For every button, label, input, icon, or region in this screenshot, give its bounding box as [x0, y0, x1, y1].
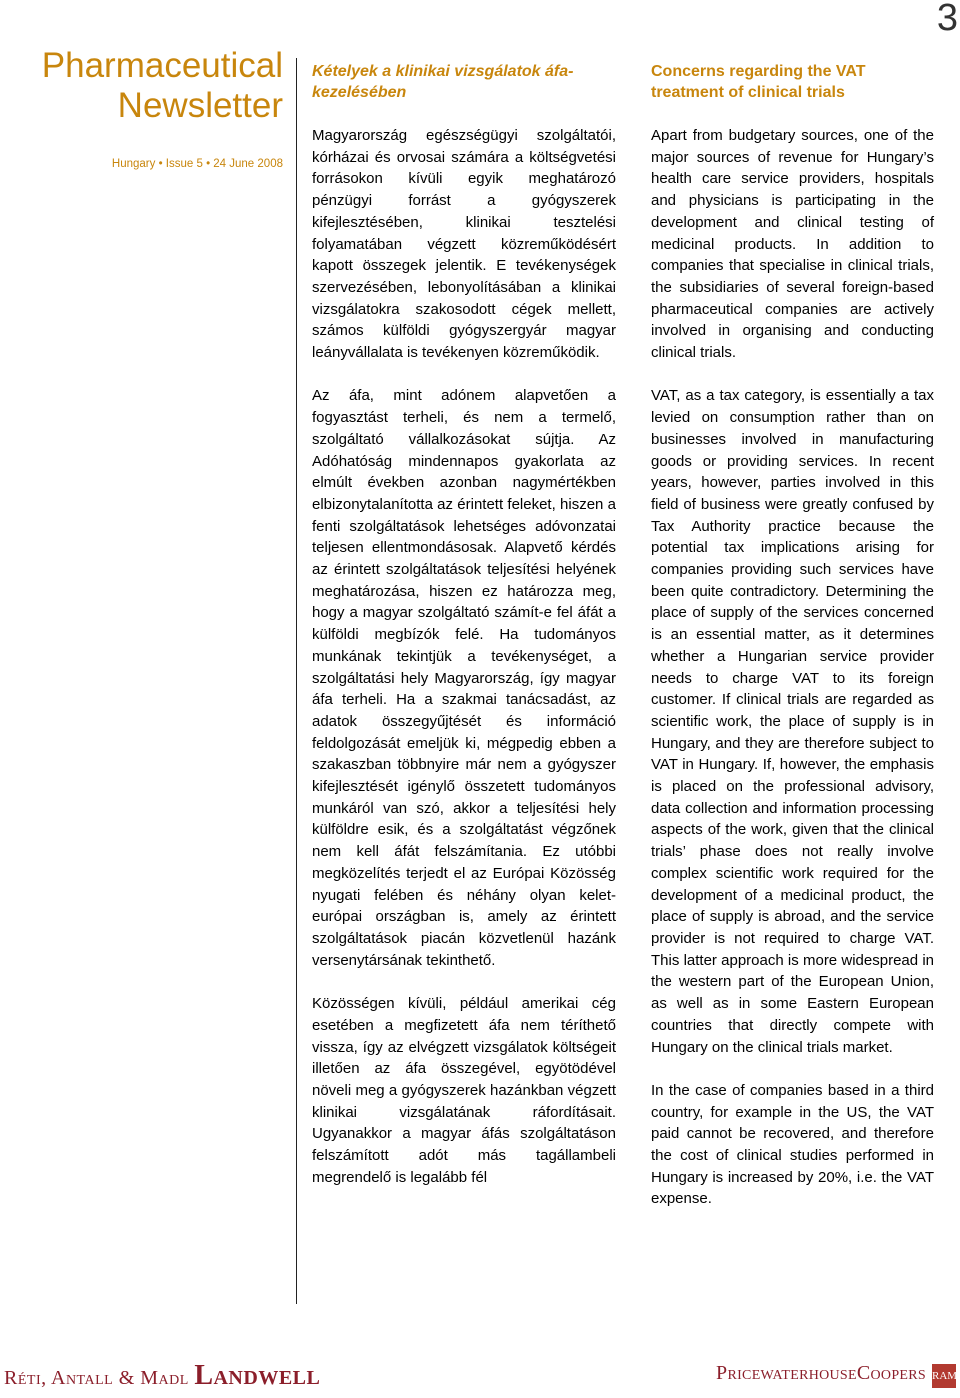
- masthead: [0, 46, 283, 170]
- english-article-heading: Concerns regarding the VAT treatment of clinical trials: [651, 63, 866, 101]
- logo-text-part1: Réti, Antall & Madl: [4, 1367, 189, 1389]
- english-paragraph: VAT, as a tax category, is essentially a tax levied on consumption rather than on businesses involved in manufacturing goods or providing services. In recent years, however, parties involved in this field of business were greatly confused by Tax Authority practice because the potential tax implications arising for companies providing such services have been quite contradictory. Determining the place of supply of the services concerned is an essential matter, as it determines whether a Hungarian service provider needs to charge VAT to its foreign customer. If clinical trials are regarded as scientific work, the place of supply is in Hungary, and they are therefore subject to VAT in Hungary. If, however, the emphasis is placed on the professional advisory, data collection and information processing aspects of the work, given that the clinical trials’ phase does not really involve complex scientific work required for the development of a medicinal product, the place of supply is abroad, and the service provider is not required to charge VAT. This latter approach is more widespread in the western part of the European Union, as well as in some Eastern European countries that directly compete with Hungary on the clinical trials market.: [651, 387, 934, 1056]
- footer: [0, 1356, 960, 1398]
- newsletter-title-line2: Newsletter: [117, 86, 283, 125]
- english-article: [651, 61, 934, 1232]
- hungarian-paragraph: Magyarország egészségügyi szolgáltatói, kórházai és orvosai számára a költségvetési forrásokon kívüli egyik meghatározó pénzügyi forrást a gyógyszerek kifejlesztésében, klinikai tesztelési folyamatában végzett közreműködésért kapott összegek jelentik. E tevékenységek szervezésében, lebonyolításában a klinikai vizsgálatokra szakosodott cégek mellett, számos külföldi gyógyszergyár magyar leányvállalata is tevékenyen közreműködik.: [312, 127, 616, 362]
- issue-info: Hungary • Issue 5 • 24 June 2008: [111, 158, 283, 170]
- page-number: 3: [936, 0, 958, 39]
- newsletter-title: [0, 46, 283, 126]
- newsletter-title-line1: Pharmaceutical: [41, 46, 283, 85]
- column-divider: [296, 58, 297, 1304]
- hungarian-article-heading: Kételyek a klinikai vizsgálatok áfa-kezelésében: [312, 63, 574, 101]
- hungarian-paragraph: Közösségen kívüli, például amerikai cég esetében a megfizetett áfa nem téríthető vissza, így az elvégzett vizsgálatok költségeit illetően az áfa összegével, egyötödével növeli meg a gyógyszerek hazánkban végzett klinikai vizsgálatának ráfordításait. Ugyanakkor a magyar áfás szolgáltatáson felszámított adót más tagállambeli megrendelő is legalább fél: [312, 995, 616, 1186]
- ram-mark-icon: RAM: [932, 1364, 956, 1388]
- hungarian-paragraph: Az áfa, mint adónem alapvetően a fogyasztást terheli, és nem a termelő, szolgáltató vállalkozásokat sújtja. Az Adóhatóság mindennapos gyakorlata az elmúlt években azonban nagymértékben elbizonytalanította az érintett feleket, hiszen a fenti szolgáltatások lehetséges adóvonzatai teljesen ellentmondásosak. Alapvető kérdés az érintett szolgáltatások teljesítési helyének meghatározása, hiszen ez határozza meg, hogy a magyar szolgáltató számít-e fel áfát a külföldi megbízók felé. Ha tudományos munkának tekintjük a tevékenységet, a szolgáltatási hely Magyarország, így magyar áfa terheli. Ha a szakmai tanácsadást, az adatok összegyűjtését és információ feldolgozását emeljük ki, mégpedig ebben a szakaszban többnyire már nem a gyógyszer kifejlesztését igénylő összetett tudományos munkáról van szó, akkor a teljesítési hely külföldre esik, és a szolgáltatást végzőnek nem kell áfát felszámítania. Ez utóbbi megközelítés terjedt el az Európai Közösség nyugati felében és néhány olyan kelet-európai országban is, amely az érintett szolgáltatások piacán közvetlenül hazánk versenytársának tekinthető.: [312, 387, 616, 969]
- pricewaterhousecoopers-logo: PricewaterhouseCoopers: [716, 1362, 926, 1384]
- hungarian-article: [312, 61, 616, 1210]
- logo-text-part2: Landwell: [194, 1360, 321, 1391]
- reti-antall-madl-landwell-logo: [4, 1360, 320, 1392]
- english-paragraph: Apart from budgetary sources, one of the major sources of revenue for Hungary’s health care service providers, hospitals and physicians is participating in the development and clinical testing of medicinal products. In addition to companies that specialise in clinical trials, the subsidiaries of several foreign-based pharmaceutical companies are actively involved in organising and conducting clinical trials.: [651, 127, 934, 362]
- english-paragraph: In the case of companies based in a third country, for example in the US, the VAT paid cannot be recovered, and therefore the cost of clinical studies performed in Hungary is increased by 20%, i.e. the VAT expense.: [651, 1081, 934, 1208]
